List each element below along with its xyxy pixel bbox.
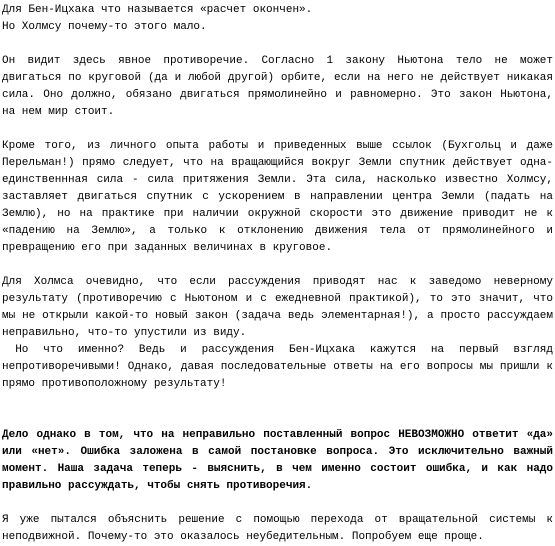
paragraph-final: Я уже пытался объяснить решение с помощью перехода от вращательной системы к неподвижной. Почему-то это оказалось неубедительным. Попробуем еще проще. [2, 514, 553, 543]
paragraph-holmes-view: Для Холмса очевидно, что если рассуждения приводят нас к заведомо неверному результату (противоречию с Ньютоном и с ежедневной практикой), то это значит, что мы не открыли какой-то новый закон (задача ведь элементарная!), а просто рассуждаем неправильно, что-то упустили из виду. [2, 276, 553, 339]
intro-line-1: Для Бен-Ицхака что называется «расчет окончен». [2, 4, 313, 16]
spacer [2, 257, 553, 274]
spacer [2, 121, 553, 138]
paragraph-key-point: Дело однако в том, что на неправильно поставленный вопрос НЕВОЗМОЖНО ответит «да» или «нет». Ошибка заложена в самой постановке вопроса. Это исключительно важный момент. Наша задача теперь - выяснить, в чем именно состоит ошибка, и как надо правильно рассуждать, чтобы снять противоречия. [2, 429, 553, 492]
intro-line-2: Но Холмсу почему-то этого мало. [2, 21, 207, 33]
spacer [2, 495, 553, 512]
paragraph-what-exactly: Но что именно? Ведь и рассуждения Бен-Ицхака кажутся на первый взгляд непротиворечивыми! Однако, давая последовательные ответы на его вопросы мы пришли к прямо противоположному результату! [2, 344, 553, 390]
paragraph-experience: Кроме того, из личного опыта работы и приведенных выше ссылок (Бухгольц и даже Перельман!) прямо следует, что на вращающийся вокруг Земли спутник действует одна-единственнная сила - сила притяжения Земли. Эта сила, насколько известно Холмсу, заставляет двигаться спутник с ускорением в направлении центра Земли (падать на Землю), но на практике при наличии окружной скорости это движение приводит не к «падению на Землю», а только к отклонению движения тела от прямолинейного и превращению его при заданных величинах в круговое. [2, 140, 553, 254]
spacer [2, 393, 553, 427]
spacer [2, 36, 553, 53]
paragraph-newton-law: Он видит здесь явное противоречие. Согласно 1 закону Ньютона тело не может двигаться по круговой (да и любой другой) орбите, если на него не действует никакая сила. Оно должно, обязано двигаться прямолинейно и равномерно. Это закон Ньютона, на нем мир стоит. [2, 55, 553, 118]
